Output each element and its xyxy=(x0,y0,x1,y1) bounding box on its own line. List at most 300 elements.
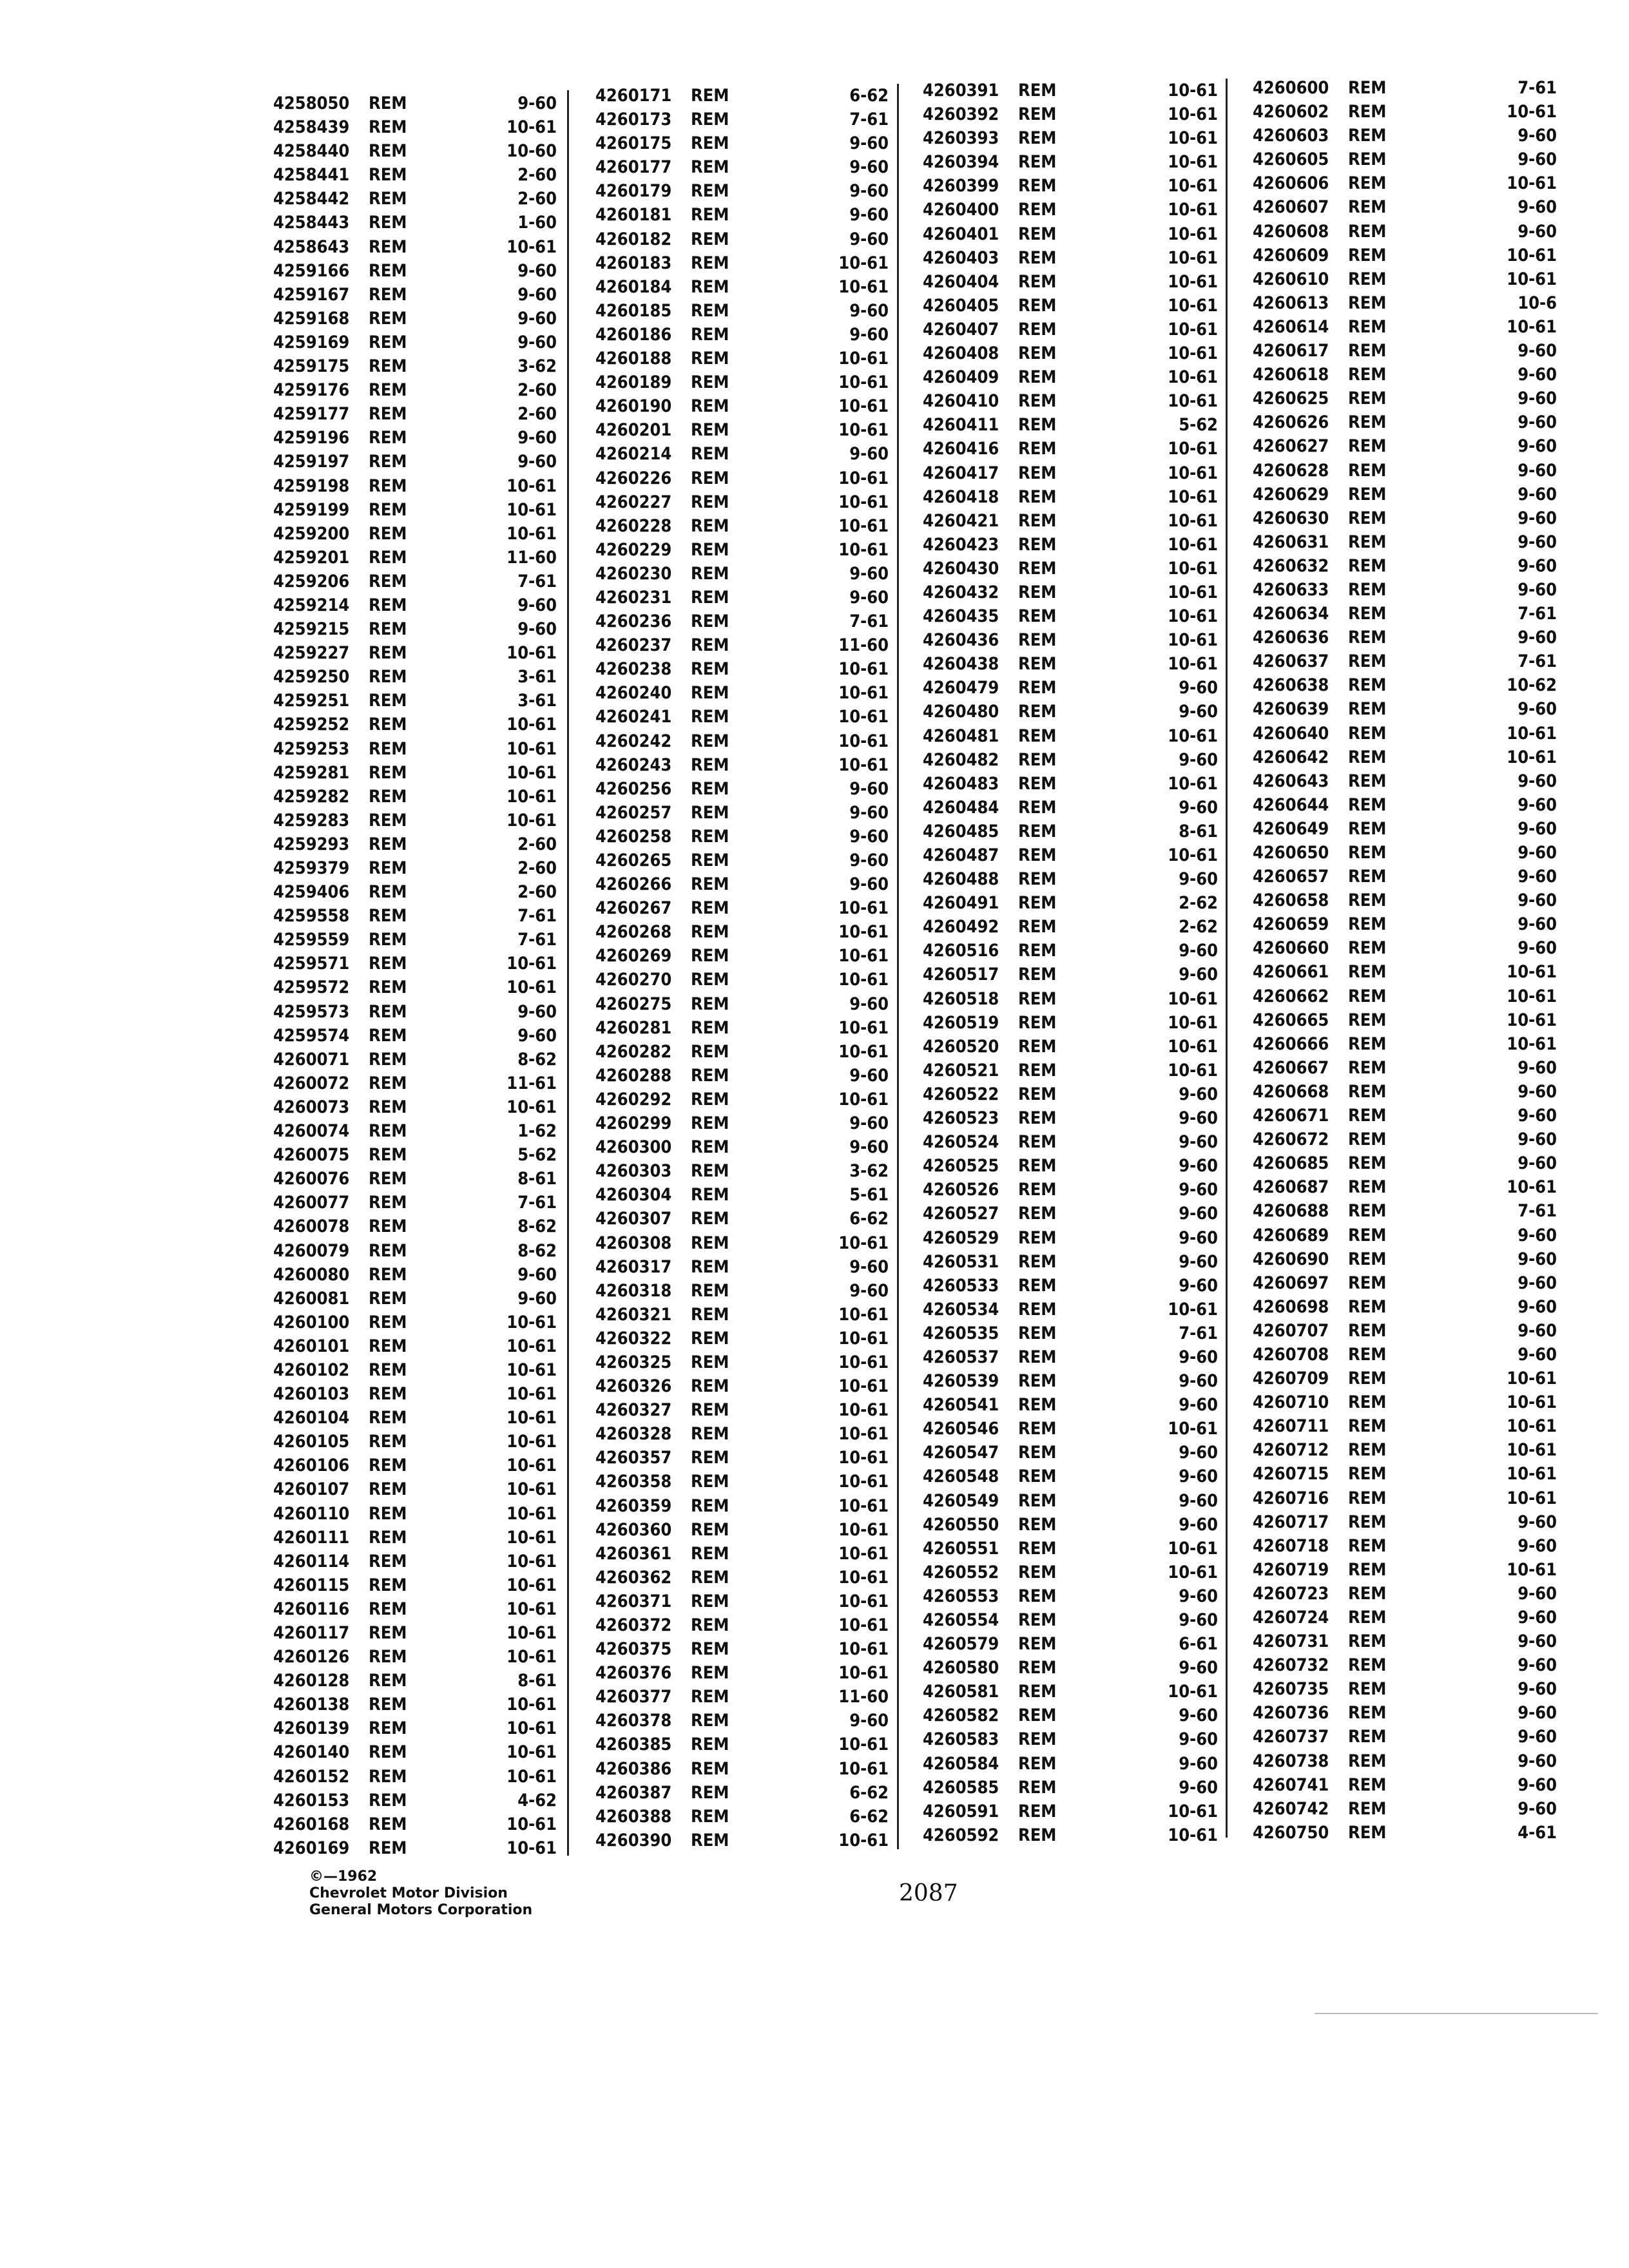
status-code: REM xyxy=(369,1001,407,1022)
status-date: 10-61 xyxy=(1507,173,1557,194)
status-code: REM xyxy=(1348,221,1387,242)
status-date: 10-61 xyxy=(1168,391,1218,412)
status-date: 10-61 xyxy=(1507,986,1557,1006)
status-date: 9-60 xyxy=(1179,1084,1218,1104)
part-row xyxy=(273,1334,557,1358)
status-code: REM xyxy=(369,906,407,927)
part-row xyxy=(1253,339,1557,363)
part-number: 4260387 xyxy=(595,1782,672,1803)
part-number: 4260479 xyxy=(923,678,999,698)
status-code: REM xyxy=(691,515,729,536)
part-row xyxy=(923,1321,1218,1345)
part-row xyxy=(1253,626,1557,649)
part-row xyxy=(1253,1151,1557,1175)
status-code: REM xyxy=(1348,436,1387,457)
status-date: 10-61 xyxy=(838,396,889,417)
status-code: REM xyxy=(369,1121,407,1142)
status-date: 10-61 xyxy=(1168,1801,1218,1821)
part-row xyxy=(273,952,557,975)
part-row xyxy=(1253,410,1557,434)
status-date: 10-61 xyxy=(1168,439,1218,459)
status-date: 7-61 xyxy=(517,571,557,591)
status-code: REM xyxy=(1018,1490,1057,1511)
part-number: 4260359 xyxy=(595,1495,672,1516)
status-date: 9-60 xyxy=(1179,941,1218,961)
status-code: REM xyxy=(369,1695,407,1715)
part-number: 4259168 xyxy=(273,308,350,329)
part-row xyxy=(923,1727,1218,1751)
part-row xyxy=(1253,697,1557,721)
parts-column-2 xyxy=(595,84,889,1852)
status-date: 10-61 xyxy=(1168,200,1218,220)
part-row xyxy=(273,1693,557,1716)
part-number: 4260390 xyxy=(595,1830,672,1850)
status-code: REM xyxy=(369,571,407,591)
status-code: REM xyxy=(1348,1679,1387,1700)
status-code: REM xyxy=(691,1830,729,1850)
part-number: 4260662 xyxy=(1253,986,1329,1006)
status-code: REM xyxy=(1348,1727,1387,1747)
status-date: 10-61 xyxy=(838,372,889,393)
status-code: REM xyxy=(691,468,729,488)
status-code: REM xyxy=(369,1647,407,1667)
part-row xyxy=(923,700,1218,724)
status-date: 7-61 xyxy=(1518,651,1557,672)
part-number: 4259169 xyxy=(273,332,350,352)
part-row xyxy=(273,1765,557,1789)
part-number: 4260492 xyxy=(923,917,999,937)
status-code: REM xyxy=(1018,271,1057,292)
status-code: REM xyxy=(369,1145,407,1166)
status-date: 10-61 xyxy=(1168,1419,1218,1439)
status-date: 10-61 xyxy=(1168,1825,1218,1845)
part-row xyxy=(273,1789,557,1812)
status-code: REM xyxy=(691,205,729,226)
part-row xyxy=(923,1345,1218,1369)
part-row xyxy=(1253,1271,1557,1295)
status-date: 10-61 xyxy=(838,1376,889,1397)
part-number: 4260485 xyxy=(923,821,999,841)
status-date: 10-61 xyxy=(838,731,889,751)
part-row xyxy=(923,1154,1218,1178)
status-code: REM xyxy=(369,1575,407,1595)
part-row xyxy=(1253,1104,1557,1128)
status-date: 10-61 xyxy=(838,683,889,704)
status-code: REM xyxy=(1348,412,1387,433)
status-code: REM xyxy=(1348,1320,1387,1341)
status-code: REM xyxy=(691,659,729,680)
status-code: REM xyxy=(1018,104,1057,125)
part-number: 4260480 xyxy=(923,702,999,722)
part-number: 4260140 xyxy=(273,1742,350,1763)
part-number: 4260522 xyxy=(923,1084,999,1104)
status-code: REM xyxy=(691,253,729,273)
part-row xyxy=(923,1059,1218,1082)
status-code: REM xyxy=(369,1169,407,1189)
part-number: 4260436 xyxy=(923,630,999,651)
status-date: 7-61 xyxy=(1518,78,1557,98)
status-date: 10-61 xyxy=(838,1304,889,1325)
part-row xyxy=(923,1752,1218,1776)
status-date: 10-61 xyxy=(838,468,889,488)
status-date: 10-61 xyxy=(506,1312,557,1332)
part-row xyxy=(923,1776,1218,1800)
part-number: 4260483 xyxy=(923,773,999,794)
part-row xyxy=(273,1239,557,1263)
part-row xyxy=(595,1566,889,1590)
part-row xyxy=(595,1494,889,1518)
status-date: 10-61 xyxy=(506,1432,557,1452)
status-code: REM xyxy=(1348,579,1387,600)
status-date: 10-61 xyxy=(1507,1488,1557,1508)
part-number: 4258643 xyxy=(273,236,350,257)
part-row xyxy=(595,586,889,610)
part-row xyxy=(595,681,889,705)
status-code: REM xyxy=(1348,341,1387,361)
status-date: 6-62 xyxy=(849,1806,889,1827)
part-row xyxy=(1253,195,1557,219)
status-code: REM xyxy=(369,715,407,735)
status-date: 9-60 xyxy=(849,444,889,465)
status-code: REM xyxy=(1348,1273,1387,1293)
part-number: 4260631 xyxy=(1253,532,1329,552)
part-number: 4260639 xyxy=(1253,699,1329,720)
status-date: 9-60 xyxy=(849,826,889,847)
status-date: 10-61 xyxy=(838,946,889,966)
status-code: REM xyxy=(1018,702,1057,722)
status-code: REM xyxy=(1348,675,1387,696)
status-code: REM xyxy=(1018,1251,1057,1272)
part-row xyxy=(595,1829,889,1852)
part-row xyxy=(1253,841,1557,865)
part-row xyxy=(923,796,1218,820)
status-date: 9-60 xyxy=(1518,867,1557,887)
part-row xyxy=(923,413,1218,437)
part-row xyxy=(923,1082,1218,1106)
status-date: 9-60 xyxy=(1518,1296,1557,1317)
page-number: 2087 xyxy=(899,1880,958,1907)
part-row xyxy=(1253,817,1557,841)
status-code: REM xyxy=(369,619,407,640)
part-number: 4260265 xyxy=(595,850,672,870)
part-number: 4260400 xyxy=(923,200,999,220)
status-date: 10-61 xyxy=(838,515,889,536)
status-code: REM xyxy=(1348,484,1387,505)
part-number: 4260410 xyxy=(923,391,999,412)
status-date: 10-61 xyxy=(838,1639,889,1660)
status-code: REM xyxy=(369,786,407,807)
status-code: REM xyxy=(1348,555,1387,576)
part-number: 4260688 xyxy=(1253,1201,1329,1222)
status-code: REM xyxy=(1348,962,1387,983)
part-row xyxy=(595,1327,889,1350)
status-code: REM xyxy=(691,754,729,775)
status-date: 9-60 xyxy=(1518,1106,1557,1126)
part-number: 4260308 xyxy=(595,1233,672,1253)
part-number: 4259167 xyxy=(273,284,350,305)
status-date: 10-61 xyxy=(838,1735,889,1755)
part-row xyxy=(923,1011,1218,1035)
status-code: REM xyxy=(1348,914,1387,935)
status-code: REM xyxy=(369,236,407,257)
part-number: 4259573 xyxy=(273,1001,350,1022)
part-row xyxy=(1253,1773,1557,1797)
part-number: 4260554 xyxy=(923,1610,999,1630)
part-number: 4259571 xyxy=(273,954,350,974)
status-date: 10-61 xyxy=(1507,1033,1557,1054)
status-code: REM xyxy=(691,349,729,369)
part-number: 4260418 xyxy=(923,486,999,507)
part-row xyxy=(1253,1606,1557,1629)
status-date: 3-62 xyxy=(517,356,557,377)
status-date: 9-60 xyxy=(1518,914,1557,935)
status-date: 10-61 xyxy=(838,1400,889,1421)
part-row xyxy=(923,676,1218,700)
status-code: REM xyxy=(369,1527,407,1548)
status-code: REM xyxy=(691,731,729,751)
status-date: 7-61 xyxy=(517,906,557,927)
part-row xyxy=(595,1470,889,1494)
part-row xyxy=(923,724,1218,748)
part-row xyxy=(273,1526,557,1550)
part-number: 4260071 xyxy=(273,1049,350,1070)
status-date: 10-61 xyxy=(838,420,889,441)
part-row xyxy=(273,426,557,450)
part-row xyxy=(923,102,1218,126)
status-date: 8-62 xyxy=(517,1049,557,1070)
status-date: 9-60 xyxy=(1179,1132,1218,1153)
part-row xyxy=(1253,912,1557,936)
status-date: 10-61 xyxy=(1168,343,1218,364)
status-code: REM xyxy=(691,1209,729,1229)
status-date: 10-61 xyxy=(838,707,889,727)
part-number: 4260602 xyxy=(1253,102,1329,122)
part-number: 4260606 xyxy=(1253,173,1329,194)
status-date: 10-61 xyxy=(1168,654,1218,675)
part-row xyxy=(1253,483,1557,506)
part-number: 4260548 xyxy=(923,1466,999,1487)
part-row xyxy=(595,1159,889,1183)
status-date: 9-60 xyxy=(1179,1658,1218,1678)
part-number: 4259250 xyxy=(273,667,350,687)
status-date: 10-61 xyxy=(506,1575,557,1595)
corporation-text: General Motors Corporation xyxy=(309,1902,533,1918)
part-row xyxy=(595,490,889,514)
status-code: REM xyxy=(1018,343,1057,364)
status-date: 10-61 xyxy=(838,1424,889,1445)
status-date: 9-60 xyxy=(517,428,557,448)
status-date: 10-61 xyxy=(1168,1682,1218,1702)
status-code: REM xyxy=(1018,1227,1057,1248)
part-number: 4260732 xyxy=(1253,1655,1329,1676)
status-date: 9-60 xyxy=(849,1256,889,1277)
part-number: 4260672 xyxy=(1253,1129,1329,1150)
parts-column-3 xyxy=(923,79,1218,1847)
part-row xyxy=(273,832,557,856)
part-number: 4260534 xyxy=(923,1299,999,1320)
status-date: 9-60 xyxy=(1179,1227,1218,1248)
part-row xyxy=(595,275,889,299)
status-date: 9-60 xyxy=(517,619,557,640)
part-row xyxy=(595,633,889,657)
part-row xyxy=(273,163,557,187)
part-row xyxy=(595,227,889,251)
part-row xyxy=(595,1590,889,1613)
status-date: 5-61 xyxy=(849,1185,889,1206)
status-date: 10-61 xyxy=(1168,1538,1218,1559)
part-number: 4260432 xyxy=(923,582,999,602)
part-row xyxy=(923,652,1218,676)
status-date: 10-61 xyxy=(506,1766,557,1787)
status-date: 10-61 xyxy=(1168,81,1218,101)
status-code: REM xyxy=(1348,149,1387,170)
status-code: REM xyxy=(1348,1512,1387,1532)
status-code: REM xyxy=(1018,797,1057,818)
status-code: REM xyxy=(691,1424,729,1445)
status-date: 10-61 xyxy=(1168,486,1218,507)
part-row xyxy=(1253,793,1557,817)
status-date: 9-60 xyxy=(1518,771,1557,791)
part-number: 4260650 xyxy=(1253,843,1329,863)
status-date: 3-61 xyxy=(517,667,557,687)
status-date: 9-60 xyxy=(517,308,557,329)
part-number: 4260685 xyxy=(1253,1153,1329,1174)
part-number: 4260169 xyxy=(273,1838,350,1858)
status-date: 9-60 xyxy=(1518,1703,1557,1724)
part-number: 4260307 xyxy=(595,1209,672,1229)
status-date: 10-61 xyxy=(506,1097,557,1117)
part-number: 4259166 xyxy=(273,260,350,281)
part-row xyxy=(1253,769,1557,793)
part-row xyxy=(923,915,1218,939)
status-date: 10-61 xyxy=(1507,1392,1557,1413)
status-code: REM xyxy=(369,1216,407,1237)
part-number: 4259558 xyxy=(273,906,350,927)
part-row xyxy=(923,1632,1218,1656)
part-row xyxy=(923,509,1218,533)
part-row xyxy=(595,1613,889,1637)
status-date: 9-60 xyxy=(1518,794,1557,815)
part-number: 4260724 xyxy=(1253,1608,1329,1628)
part-number: 4260269 xyxy=(595,946,672,966)
status-date: 9-60 xyxy=(1179,1180,1218,1200)
status-code: REM xyxy=(1018,510,1057,531)
status-code: REM xyxy=(1018,941,1057,961)
part-number: 4260171 xyxy=(595,86,672,106)
status-code: REM xyxy=(1018,1443,1057,1463)
status-date: 10-61 xyxy=(1507,269,1557,289)
status-code: REM xyxy=(1018,200,1057,220)
status-date: 9-60 xyxy=(1179,965,1218,985)
status-date: 9-60 xyxy=(1179,1443,1218,1463)
part-row xyxy=(923,294,1218,318)
status-code: REM xyxy=(1018,1729,1057,1750)
status-code: REM xyxy=(1018,893,1057,914)
status-date: 9-60 xyxy=(1518,1273,1557,1293)
part-row xyxy=(595,1279,889,1303)
part-number: 4260610 xyxy=(1253,269,1329,289)
part-number: 4260526 xyxy=(923,1180,999,1200)
status-code: REM xyxy=(1348,938,1387,959)
part-row xyxy=(595,394,889,418)
part-number: 4260111 xyxy=(273,1527,350,1548)
status-date: 10-61 xyxy=(1168,1299,1218,1320)
part-row xyxy=(595,84,889,108)
part-number: 4260719 xyxy=(1253,1559,1329,1580)
status-date: 1-60 xyxy=(517,213,557,233)
part-row xyxy=(1253,1821,1557,1845)
status-code: REM xyxy=(369,1718,407,1739)
part-row xyxy=(923,1369,1218,1393)
part-number: 4260723 xyxy=(1253,1583,1329,1604)
part-row xyxy=(595,825,889,849)
status-code: REM xyxy=(369,476,407,496)
status-date: 10-61 xyxy=(1507,1177,1557,1198)
status-code: REM xyxy=(369,1336,407,1356)
part-number: 4260409 xyxy=(923,367,999,388)
status-date: 4-62 xyxy=(517,1790,557,1811)
part-number: 4258443 xyxy=(273,213,350,233)
footer-credit xyxy=(309,1869,532,1919)
part-number: 4260614 xyxy=(1253,316,1329,337)
status-date: 10-61 xyxy=(838,1758,889,1779)
status-code: REM xyxy=(1348,771,1387,791)
status-code: REM xyxy=(1348,1081,1387,1102)
part-number: 4260618 xyxy=(1253,365,1329,385)
status-date: 9-60 xyxy=(1518,1225,1557,1245)
part-row xyxy=(923,843,1218,867)
status-code: REM xyxy=(1018,821,1057,841)
status-date: 9-60 xyxy=(849,1711,889,1731)
status-code: REM xyxy=(1018,726,1057,746)
status-code: REM xyxy=(1348,1440,1387,1461)
status-code: REM xyxy=(369,834,407,854)
part-row xyxy=(923,748,1218,772)
part-number: 4260715 xyxy=(1253,1464,1329,1485)
part-row xyxy=(1253,315,1557,339)
status-code: REM xyxy=(1348,1416,1387,1437)
status-date: 9-60 xyxy=(517,260,557,281)
part-row xyxy=(273,809,557,832)
part-number: 4260326 xyxy=(595,1376,672,1397)
status-code: REM xyxy=(1018,1514,1057,1535)
status-code: REM xyxy=(1018,1586,1057,1606)
status-code: REM xyxy=(369,1432,407,1452)
status-code: REM xyxy=(369,1814,407,1834)
copyright-text: ©—1962 xyxy=(309,1869,378,1885)
part-row xyxy=(595,1016,889,1040)
part-number: 4260243 xyxy=(595,754,672,775)
part-number: 4260375 xyxy=(595,1639,672,1660)
part-number: 4260712 xyxy=(1253,1440,1329,1461)
status-date: 6-62 xyxy=(849,86,889,106)
status-code: REM xyxy=(1018,917,1057,937)
part-number: 4258050 xyxy=(273,93,350,113)
status-code: REM xyxy=(1348,867,1387,887)
status-code: REM xyxy=(369,1456,407,1476)
status-code: REM xyxy=(1018,749,1057,770)
status-date: 10-61 xyxy=(506,1718,557,1739)
status-code: REM xyxy=(1018,965,1057,985)
part-row xyxy=(273,1358,557,1382)
status-date: 10-61 xyxy=(506,1599,557,1619)
part-row xyxy=(923,772,1218,796)
part-row xyxy=(1253,1629,1557,1653)
part-row xyxy=(273,331,557,354)
status-date: 9-60 xyxy=(517,284,557,305)
part-row xyxy=(595,203,889,227)
status-code: REM xyxy=(369,356,407,377)
